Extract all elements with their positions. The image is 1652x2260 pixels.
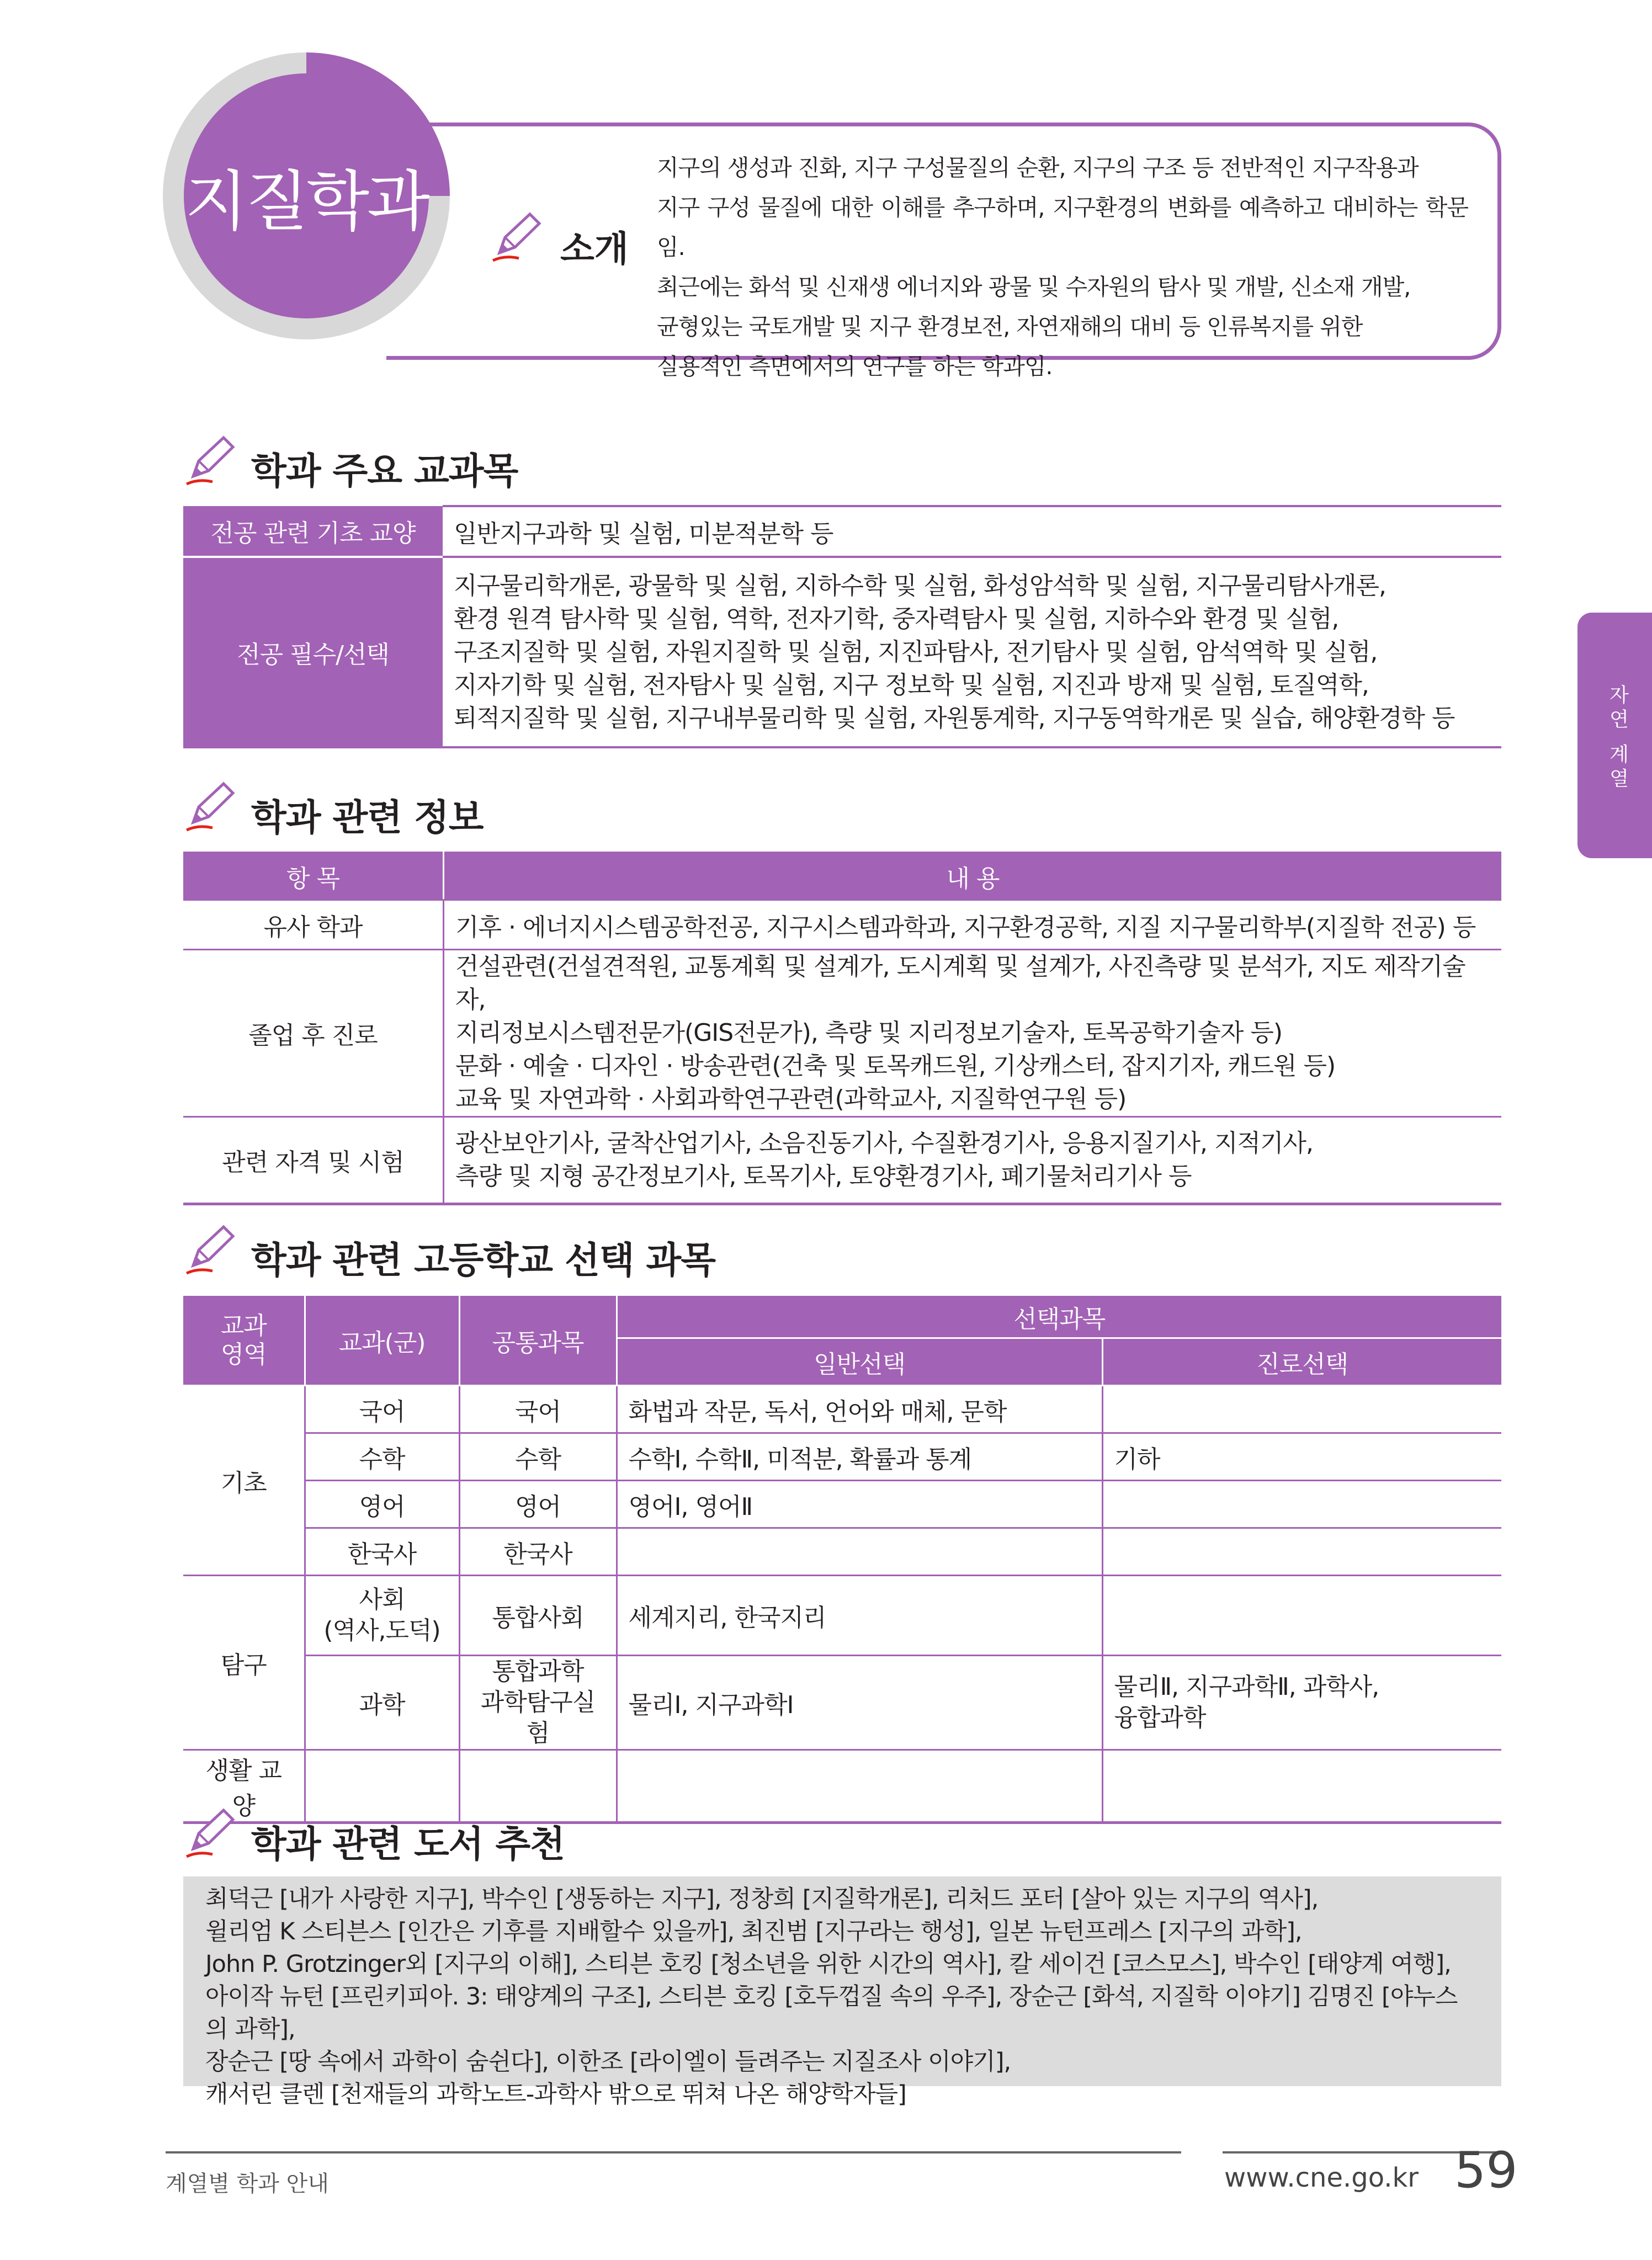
hs-common: 한국사 — [459, 1528, 617, 1576]
hs-general — [617, 1750, 1102, 1823]
table-row — [183, 557, 1501, 747]
books-box: 최덕근 [내가 사랑한 지구], 박수인 [생동하는 지구], 정창희 [지질학개론], 리처드 포터 [살아 있는 지구의 역사], 윌리엄 K 스티븐스 [인간은 기후를 지배할수 있을까], 최진범 [지구라는 행성], 일본 뉴턴프레스 [지구의 과학], John P. Grotzinger외 [지구의 이해], 스티븐 호킹 [청소년을 위한 시간의 역사], 칼 세이건 [코스모스], 박수인 [태양계 여행], 아이작 뉴턴 [프린키피아. 3: 태양계의 구조], 스티븐 호킹 [호두껍질 속의 우주], 장순근 [화석, 지질학 이야기] 김명진 [야누스의 과학], 장순근 [땅 속에서 과학이 숨쉰다], 이한조 [라이엘이 들려주는 지질조사 이야기], 캐서린 클렌 [천재들의 과학노트-과학사 밖으로 뛰쳐 나온 해양학자들] — [183, 1876, 1501, 2086]
table-row — [183, 950, 1501, 1117]
hs-general: 화법과 작문, 독서, 언어와 매체, 문학 — [617, 1386, 1102, 1433]
hs-career — [1102, 1528, 1501, 1576]
hs-general: 수학Ⅰ, 수학Ⅱ, 미적분, 확률과 통계 — [617, 1433, 1102, 1481]
table-row — [183, 1433, 1501, 1481]
pencil-icon — [488, 210, 544, 265]
hs-area-life: 생활 교양 — [183, 1750, 305, 1823]
info-career-value: 건설관련(건설견적원, 교통계획 및 설계가, 도시계획 및 설계가, 사진측량 및 분석가, 지도 제작기술자, 지리정보시스템전문가(GIS전문가), 측량 및 지리정보기술자, 토목공학기술자 등) 문화 · 예술 · 디자인 · 방송관련(건축 및 토목캐드원, 기상캐스터, 잡지기자, 캐드원 등) 교육 및 자연과학 · 사회과학연구관련(과학교사, 지질학연구원 등) — [444, 950, 1502, 1117]
table-row — [183, 900, 1501, 950]
table-header-row — [183, 853, 1501, 900]
courses-basic-label: 전공 관련 기초 교양 — [183, 506, 443, 557]
side-tab-label: 자연 계열 — [1606, 684, 1629, 793]
page-number: 59 — [1454, 2141, 1518, 2199]
hs-general: 세계지리, 한국지리 — [617, 1576, 1102, 1656]
hs-general: 물리Ⅰ, 지구과학Ⅰ — [617, 1656, 1102, 1750]
courses-major-label: 전공 필수/선택 — [183, 557, 443, 747]
intro-label: 소개 — [560, 229, 629, 270]
table-row — [183, 1386, 1501, 1433]
section-title-books: 학과 관련 도서 추천 — [251, 1823, 565, 1865]
hs-area-basic: 기초 — [183, 1386, 305, 1576]
hs-head-common: 공통과목 — [459, 1295, 617, 1386]
hs-career — [1102, 1481, 1501, 1528]
hs-head-career: 진로선택 — [1102, 1338, 1501, 1386]
footer-divider — [166, 2151, 1181, 2153]
hs-area-explore: 탐구 — [183, 1576, 305, 1750]
hs-head-general: 일반선택 — [617, 1338, 1102, 1386]
info-cert-label: 관련 자격 및 시험 — [183, 1117, 444, 1204]
hs-career: 물리Ⅱ, 지구과학Ⅱ, 과학사, 융합과학 — [1102, 1656, 1501, 1750]
section-title-info: 학과 관련 정보 — [251, 796, 484, 839]
info-table — [183, 852, 1501, 1205]
pencil-icon — [182, 1222, 237, 1278]
hs-group: 과학 — [305, 1656, 459, 1750]
hs-group: 수학 — [305, 1433, 459, 1481]
hs-general: 영어Ⅰ, 영어Ⅱ — [617, 1481, 1102, 1528]
department-title: 지질학과 — [185, 163, 428, 240]
pencil-icon — [182, 779, 237, 834]
pencil-icon — [182, 1806, 237, 1861]
table-row — [183, 1481, 1501, 1528]
table-row — [183, 1656, 1501, 1750]
highschool-table — [183, 1294, 1501, 1824]
hs-head-area: 교과 영역 — [183, 1295, 305, 1386]
hs-career: 기하 — [1102, 1433, 1501, 1481]
info-similar-value: 기후 · 에너지시스템공학전공, 지구시스템과학과, 지구환경공학, 지질 지구물리학부(지질학 전공) 등 — [444, 900, 1502, 950]
pencil-icon — [182, 433, 237, 488]
section-title-highschool: 학과 관련 고등학교 선택 과목 — [251, 1239, 715, 1281]
hs-general — [617, 1528, 1102, 1576]
courses-table — [183, 505, 1501, 748]
footer-url[interactable]: www.cne.go.kr — [1224, 2162, 1419, 2193]
hs-career — [1102, 1576, 1501, 1656]
footer-left-text: 계열별 학과 안내 — [166, 2171, 329, 2197]
info-career-label: 졸업 후 진로 — [183, 950, 444, 1117]
hs-common: 영어 — [459, 1481, 617, 1528]
hs-common: 통합과학 과학탐구실험 — [459, 1656, 617, 1750]
courses-basic-value: 일반지구과학 및 실험, 미분적분학 등 — [443, 506, 1501, 557]
info-cert-value: 광산보안기사, 굴착산업기사, 소음진동기사, 수질환경기사, 응용지질기사, 지적기사, 측량 및 지형 공간정보기사, 토목기사, 토양환경기사, 폐기물처리기사 등 — [444, 1117, 1502, 1204]
section-title-courses: 학과 주요 교과목 — [251, 450, 518, 492]
hs-common: 통합사회 — [459, 1576, 617, 1656]
hs-common — [459, 1750, 617, 1823]
hs-group: 영어 — [305, 1481, 459, 1528]
hs-career — [1102, 1750, 1501, 1823]
hs-group — [305, 1750, 459, 1823]
hs-common: 수학 — [459, 1433, 617, 1481]
hs-career — [1102, 1386, 1501, 1433]
hs-head-group: 교과(군) — [305, 1295, 459, 1386]
hs-group: 한국사 — [305, 1528, 459, 1576]
info-similar-label: 유사 학과 — [183, 900, 444, 950]
hs-head-elective: 선택과목 — [617, 1295, 1501, 1338]
table-row — [183, 1117, 1501, 1204]
table-row — [183, 506, 1501, 557]
hs-group: 사회 (역사,도덕) — [305, 1576, 459, 1656]
hs-common: 국어 — [459, 1386, 617, 1433]
hs-group: 국어 — [305, 1386, 459, 1433]
courses-major-value: 지구물리학개론, 광물학 및 실험, 지하수학 및 실험, 화성암석학 및 실험, 지구물리탐사개론, 환경 원격 탐사학 및 실험, 역학, 전자기학, 중자력탐사 및 실험, 지하수와 환경 및 실험, 구조지질학 및 실험, 자원지질학 및 실험, 지진파탐사, 전기탐사 및 실험, 암석역학 및 실험, 지자기학 및 실험, 전자탐사 및 실험, 지구 정보학 및 실험, 지진과 방재 및 실험, 토질역학, 퇴적지질학 및 실험, 지구내부물리학 및 실험, 자원통계학, 지구동역학개론 및 실습, 해양환경학 등 — [443, 557, 1501, 747]
table-row — [183, 1528, 1501, 1576]
intro-text: 지구의 생성과 진화, 지구 구성물질의 순환, 지구의 구조 등 전반적인 지구작용과 지구 구성 물질에 대한 이해를 추구하며, 지구환경의 변화를 예측하고 대비하는 학문임. 최근에는 화석 및 신재생 에너지와 광물 및 수자원의 탐사 및 개발, 신소재 개발, 균형있는 국토개발 및 지구 환경보전, 자연재해의 대비 등 인류복지를 위한 실용적인 측면에서의 연구를 하는 학과임. — [657, 155, 1468, 380]
info-head-item: 항 목 — [183, 853, 444, 900]
table-row — [183, 1576, 1501, 1656]
info-head-content: 내 용 — [444, 853, 1502, 900]
table-header-row — [183, 1295, 1501, 1338]
table-row — [183, 1750, 1501, 1823]
